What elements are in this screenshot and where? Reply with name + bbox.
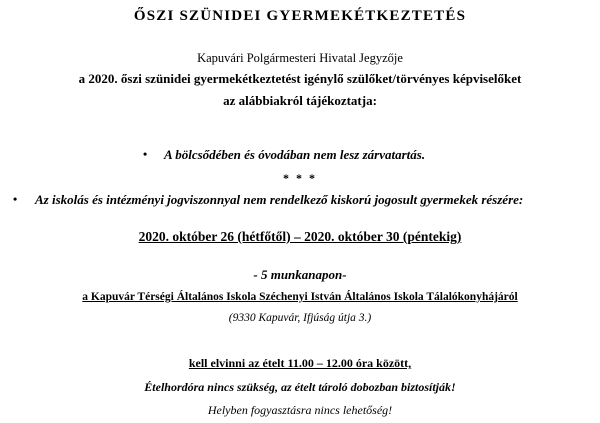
no-eat-in-notice: Helyben fogyasztásra nincs lehetőség! <box>207 403 393 417</box>
school-kitchen: a Kapuvár Térségi Általános Iskola Széchenyi István Általános Iskola Tálalókonyhájáról <box>82 291 518 303</box>
no-container-needed: Ételhordóra nincs szükség, az ételt tároló dobozban biztosítják! <box>144 380 456 394</box>
bullet-dot-icon: • <box>13 192 18 206</box>
intro-line-2: az alábbiakról tájékoztatja: <box>223 93 377 108</box>
bullet-dot-icon: • <box>143 147 148 161</box>
workdays-count: - 5 munkanapon- <box>253 267 347 282</box>
notice-title: ŐSZI SZÜNIDEI GYERMEKÉTKEZTETÉS <box>133 8 467 24</box>
bullet-text-school-children: Az iskolás és intézményi jogviszonnyal nem rendelkező kiskorú jogosult gyermekek részére: <box>35 192 524 207</box>
date-range: 2020. október 26 (hétfőtől) – 2020. október 30 (péntekig) <box>138 229 462 244</box>
pickup-time: kell elvinni az ételt 11.00 – 12.00 óra között, <box>188 356 412 370</box>
issuing-authority: Kapuvári Polgármesteri Hivatal Jegyzője <box>197 51 403 65</box>
school-address: (9330 Kapuvár, Ifjúság útja 3.) <box>228 312 372 324</box>
intro-line-1: a 2020. őszi szünidei gyermekétkeztetést igénylő szülőket/törvényes képviselőket <box>78 71 522 86</box>
bullet-text-nursery: A bölcsődében és óvodában nem lesz zárvatartás. <box>164 147 426 162</box>
separator-stars: * * * <box>283 171 317 185</box>
